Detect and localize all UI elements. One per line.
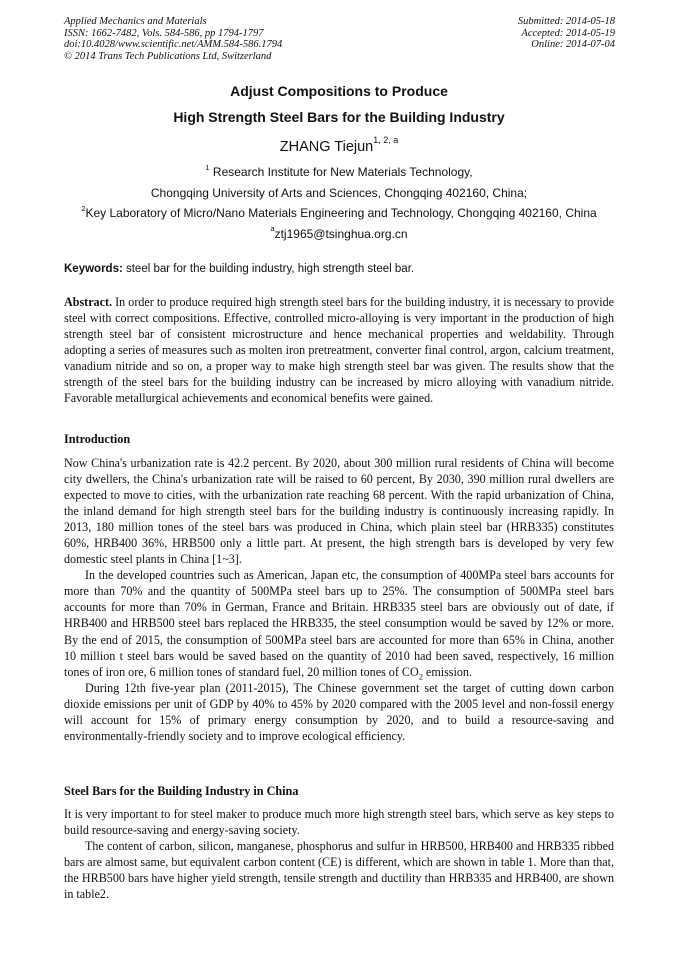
paper-title (0, 78, 678, 130)
keywords-label: Keywords: (64, 263, 123, 275)
journal-copyright: © 2014 Trans Tech Publications Ltd, Switzerland (64, 50, 272, 62)
journal-issn: ISSN: 1662-7482, Vols. 584-586, pp 1794-1797 (64, 27, 264, 39)
title-line-1: Adjust Compositions to Produce (230, 83, 448, 99)
affiliations (0, 162, 678, 244)
introduction-body (64, 455, 614, 744)
journal-doi: doi:10.4028/www.scientific.net/AMM.584-586.1794 (64, 39, 283, 50)
affiliation-1-line-2: Chongqing University of Arts and Sciences, Chongqing 402160, China; (150, 185, 528, 200)
steel-paragraph-2: The content of carbon, silicon, manganese, phosphorus and sulfur in HRB500, HRB400 and HRB335 ribbed bars are almost same, but equivalent carbon content (CE) is different, which are shown in table 1. More than that, the HRB500 bars have higher yield strength, tensile strength and ductility than HRB335 and HRB400, are shown in table2. (64, 839, 614, 902)
steel-bars-body (64, 806, 614, 902)
intro-paragraph-2 (64, 567, 614, 682)
accepted-date: Accepted: 2014-05-19 (521, 27, 615, 39)
affiliation-2 (0, 203, 678, 224)
co2-subscript: 2 (418, 671, 423, 682)
intro-paragraph-1: Now China's urbanization rate is 42.2 percent. By 2020, about 300 million rural residents of China will become city dwellers, the China's urbanization rate will be raised to 60 percent, By 2030, 390 million rural dwellers are expected to move to cities, with the urbanization rate reaching 68 percent. With the rapid urbanization of China, the inland demand for high strength steel bars for the building industry is continuously increasing rapidly. In 2013, 180 million tones of the steel bars was produced in China, which plain steel bar (HRB335) constitutes 60%, HRB400 36%, HRB500 only a little part. At present, the high strength bars is developed by very few domestic steel plants in China [1~3]. (64, 456, 614, 567)
affiliation-1 (0, 162, 678, 183)
submission-dates (518, 16, 615, 51)
steel-paragraph-1: It is very important to for steel maker to produce much more high strength steel bars, which serve as key steps to build resource-saving and energy-saving society. (64, 807, 614, 838)
submitted-date: Submitted: 2014-05-18 (517, 16, 615, 27)
affiliation-1-line-1: Research Institute for New Materials Technology, (209, 165, 473, 179)
email-text: ztj1965@tsinghua.org.cn (274, 226, 408, 241)
title-line-2: High Strength Steel Bars for the Building Industry (173, 109, 505, 125)
affiliation-2-line: Key Laboratory of Micro/Nano Materials Engineering and Technology, Chongqing 402160, China (85, 206, 597, 220)
author (0, 135, 678, 155)
online-date: Online: 2014-07-04 (531, 39, 615, 50)
author-email (0, 224, 678, 245)
journal-info (64, 16, 282, 62)
affiliation-1-sup: 1 (205, 162, 210, 172)
journal-name: Applied Mechanics and Materials (64, 16, 207, 27)
author-sup: 1, 2, a (373, 135, 399, 146)
email-sup: a (270, 224, 275, 234)
abstract-paragraph (64, 294, 614, 406)
intro-p2-end: emission. (422, 664, 472, 679)
intro-paragraph-3: During 12th five-year plan (2011-2015), The Chinese government set the target of cutting down carbon dioxide emissions per unit of GDP by 40% to 45% by 2020 compared with the 2005 level and non-fossil energy will account for 15% of primary energy consumption by 2020, and to build a resource-saving and environmentally-friendly society and to improve ecological efficiency. (64, 680, 614, 743)
keywords (64, 263, 616, 275)
keywords-text: steel bar for the building industry, high strength steel bar. (122, 263, 415, 275)
steel-bars-heading: Steel Bars for the Building Industry in China (64, 784, 299, 798)
intro-p2-text: In the developed countries such as American, Japan etc, the consumption of 400MPa steel bars accounts for more than 70% and the quantity of 500MPa steel bars up to 25%. The consumption of 500MPa steel bars accounts for more than 70% in German, France and Britain. HRB335 steel bars are obviously out of date, if HRB400 and HRB500 steel bars replaced the HRB335, the steel consumption would be saved by 12% or more. By the end of 2015, the consumption of 500MPa steel bars are accounted for more than 65% in China, another 10 million t steel bars would be saved based on the quantity of 2010 had been saved, respectively, 16 million tones of iron ore, 6 million tones of standard fuel, 20 million tones of CO (64, 568, 614, 679)
affiliation-2-sup: 2 (81, 203, 86, 213)
abstract-label: Abstract. (64, 295, 113, 309)
author-name: ZHANG Tiejun (279, 139, 374, 155)
introduction-heading: Introduction (64, 432, 131, 446)
abstract (64, 294, 614, 406)
abstract-text: In order to produce required high strength steel bars for the building industry, it is necessary to provide steel with correct compositions. Effective, controlled micro-alloying is very important in the production of high strength steel bar of consistent microstructure and hence mechanical properties and weldability. Through adopting a series of measures such as molten iron pretreatment, converter final control, argon, calcium treatment, vanadium nitride and so on, a proper way to make high strength steel bar was given. The results show that the strength of the steel bars for the building industry can be increased by micro alloying with vanadium nitride. Favorable metallurgical achievements and economical benefits were gained. (64, 295, 614, 406)
